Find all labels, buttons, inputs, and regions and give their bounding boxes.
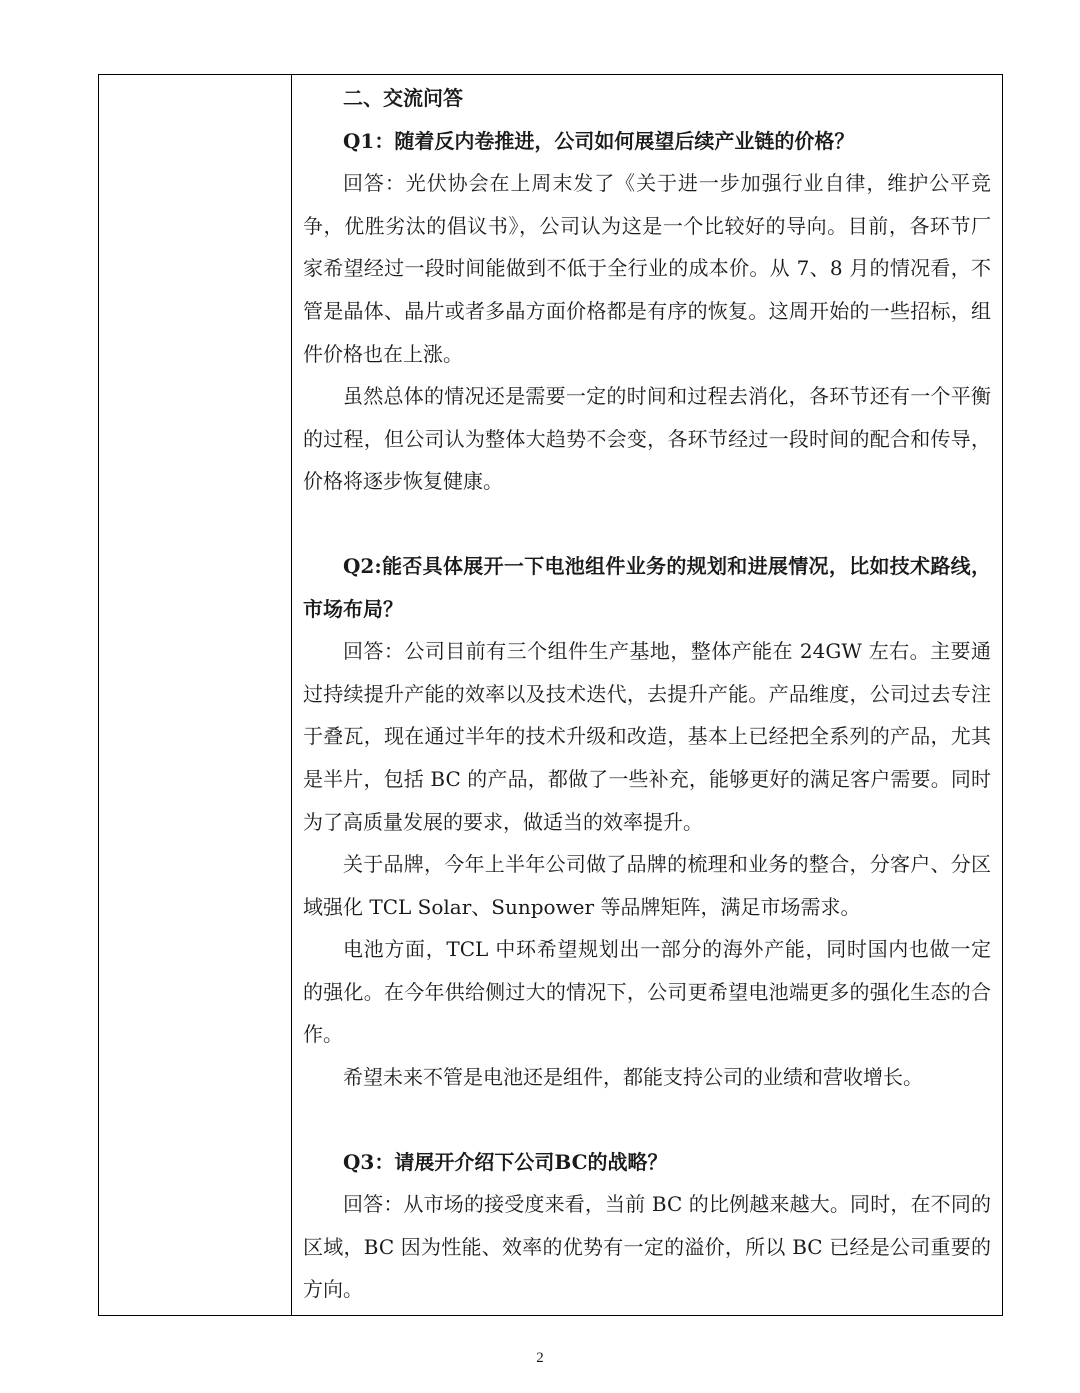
spacer (303, 1099, 991, 1141)
answer-2-paragraph-1: 回答：公司目前有三个组件生产基地，整体产能在 24GW 左右。主要通过持续提升产能的效率以及技术迭代，去提升产能。产品维度，公司过去专注于叠瓦，现在通过半年的技术升级和改造，基本上已经把全系列的产品，尤其是半片，包括 BC 的产品，都做了一些补充，能够更好的满足客户需要。同时为了高质量发展的要求，做适当的效率提升。 (303, 639, 991, 834)
answer-1-paragraph-2: 虽然总体的情况还是需要一定的时间和过程去消化，各环节还有一个平衡的过程，但公司认为整体大趋势不会变，各环节经过一段时间的配合和传导，价格将逐步恢复健康。 (303, 384, 991, 494)
answer-2-paragraph-2: 关于品牌，今年上半年公司做了品牌的梳理和业务的整合，分客户、分区域强化 TCL Solar、Sunpower 等品牌矩阵，满足市场需求。 (303, 852, 991, 919)
document-table (98, 74, 1003, 1316)
column-divider (291, 75, 292, 1315)
question-1: Q1：随着反内卷推进，公司如何展望后续产业链的价格？ (343, 128, 855, 153)
answer-2-paragraph-4: 希望未来不管是电池还是组件，都能支持公司的业绩和营收增长。 (343, 1065, 923, 1090)
question-3: Q3：请展开介绍下公司BC的战略？ (343, 1149, 668, 1174)
answer-3-paragraph-1: 回答：从市场的接受度来看，当前 BC 的比例越来越大。同时，在不同的区域，BC 因为性能、效率的优势有一定的溢价，所以 BC 已经是公司重要的方向。 (303, 1192, 991, 1302)
spacer (303, 503, 991, 545)
page-number: 2 (536, 1350, 544, 1366)
section-heading: 二、交流问答 (343, 86, 463, 110)
answer-2-paragraph-3: 电池方面，TCL 中环希望规划出一部分的海外产能，同时国内也做一定的强化。在今年供给侧过大的情况下，公司更希望电池端更多的强化生态的合作。 (303, 937, 991, 1047)
qa-content-cell (303, 75, 991, 1311)
question-2: Q2:能否具体展开一下电池组件业务的规划和进展情况，比如技术路线，市场布局？ (303, 553, 991, 621)
answer-1-paragraph-1: 回答：光伏协会在上周末发了《关于进一步加强行业自律，维护公平竞争，优胜劣汰的倡议书》，公司认为这是一个比较好的导向。目前，各环节厂家希望经过一段时间能做到不低于全行业的成本价。从 7、8 月的情况看，不管是晶体、晶片或者多晶方面价格都是有序的恢复。这周开始的一些招标，组件价格也在上涨。 (303, 171, 991, 366)
